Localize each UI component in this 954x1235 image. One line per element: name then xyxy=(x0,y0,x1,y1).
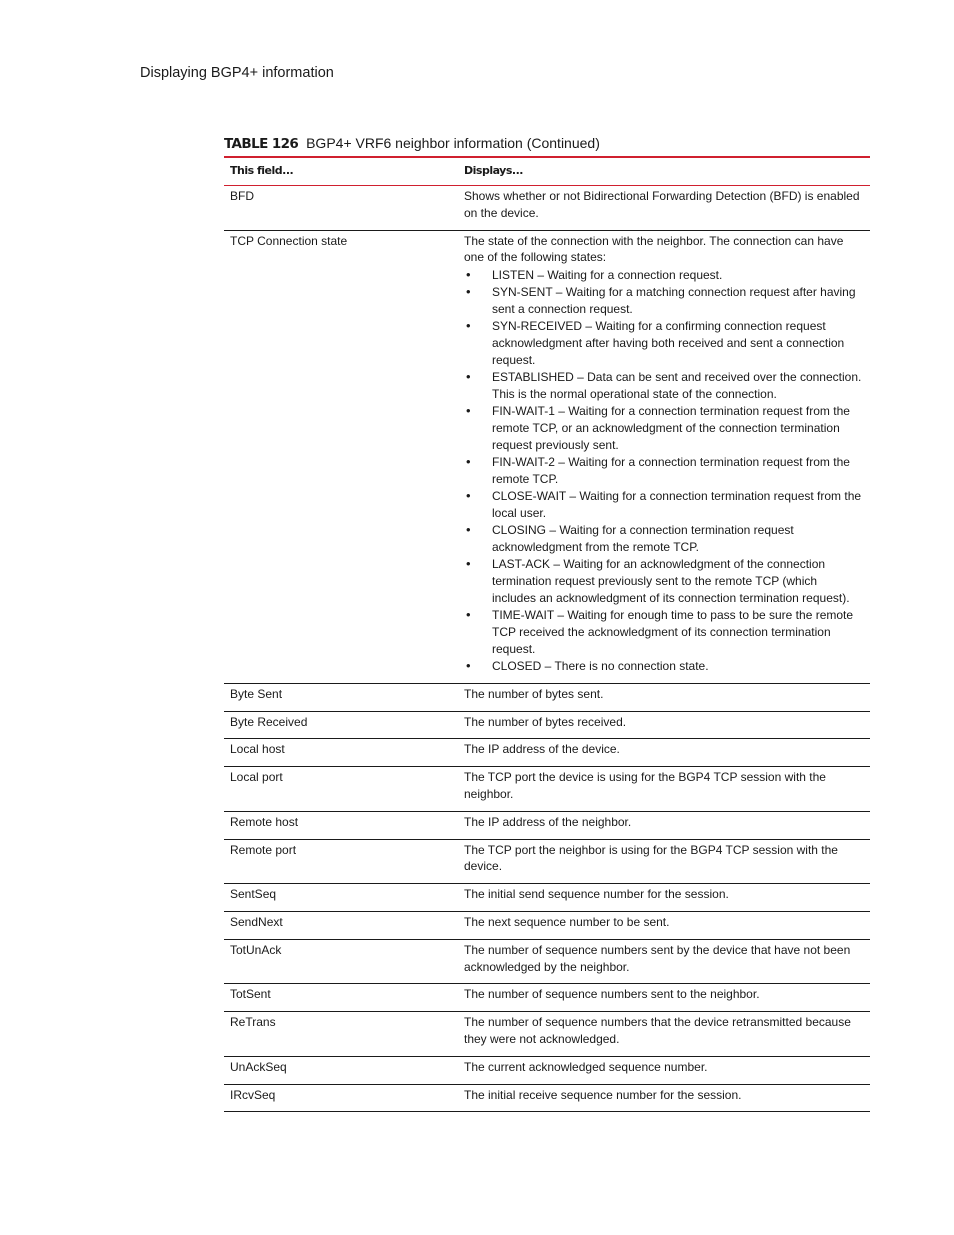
description-text: The initial receive sequence number for the session. xyxy=(464,1087,742,1102)
table-caption-label: TABLE 126 xyxy=(224,136,299,152)
field-name: SentSeq xyxy=(230,887,277,902)
table-row xyxy=(224,984,870,1012)
list-item-text: CLOSED – There is no connection state. xyxy=(492,659,709,674)
field-name: Local port xyxy=(230,770,283,785)
bullet-icon: • xyxy=(466,658,471,674)
description-text: The IP address of the device. xyxy=(464,742,620,757)
table-row xyxy=(224,912,870,940)
description-text: The number of sequence numbers sent to the neighbor. xyxy=(464,987,760,1002)
field-name: TotSent xyxy=(230,987,271,1002)
description-text: The IP address of the neighbor. xyxy=(464,814,632,829)
table-row xyxy=(224,940,870,985)
table-row xyxy=(224,1057,870,1085)
bullet-icon: • xyxy=(466,453,471,469)
description-text: The number of bytes sent. xyxy=(464,686,604,701)
field-name: Byte Received xyxy=(230,714,308,729)
field-description xyxy=(458,188,870,222)
description-text: The next sequence number to be sent. xyxy=(464,914,670,929)
description-text: The TCP port the neighbor is using for the BGP4 TCP session with the device. xyxy=(464,842,838,874)
description-text: The current acknowledged sequence number. xyxy=(464,1059,708,1074)
field-description xyxy=(458,814,870,831)
list-item xyxy=(464,284,864,318)
table-row xyxy=(224,767,870,812)
table-row xyxy=(224,1012,870,1057)
list-item xyxy=(464,522,864,556)
table-row xyxy=(224,684,870,712)
field-name: IRcvSeq xyxy=(230,1087,276,1102)
list-item xyxy=(464,658,864,675)
table-header-row xyxy=(224,158,870,186)
bullet-icon: • xyxy=(466,283,471,299)
list-item-text: FIN-WAIT-1 – Waiting for a connection termination request from the remote TCP, or an acknowledgment of the connection termination request previously sent. xyxy=(492,404,850,452)
field-name: TCP Connection state xyxy=(230,233,348,248)
field-description xyxy=(458,769,870,803)
table-caption-text: BGP4+ VRF6 neighbor information (Continued) xyxy=(306,135,600,151)
description-text: The state of the connection with the neighbor. The connection can have one of the following states: xyxy=(464,233,844,265)
table-row xyxy=(224,884,870,912)
list-item xyxy=(464,267,864,284)
description-text: Shows whether or not Bidirectional Forwarding Detection (BFD) is enabled on the device. xyxy=(464,189,860,220)
table-row xyxy=(224,739,870,767)
list-item xyxy=(464,454,864,488)
description-text: The initial send sequence number for the session. xyxy=(464,887,729,902)
field-name: TotUnAck xyxy=(230,942,282,957)
bullet-icon: • xyxy=(466,318,471,334)
running-header: Displaying BGP4+ information xyxy=(140,65,334,81)
list-item-text: LISTEN – Waiting for a connection request. xyxy=(492,267,723,282)
bullet-icon: • xyxy=(466,488,471,504)
field-description xyxy=(458,741,870,758)
bullet-icon: • xyxy=(466,556,471,572)
table-caption xyxy=(224,135,600,152)
list-item-text: SYN-SENT – Waiting for a matching connection request after having sent a connection request. xyxy=(492,284,856,316)
list-item-text: LAST-ACK – Waiting for an acknowledgment of the connection termination request previously sent to the remote TCP (which includes an acknowledgment of its connection termination request). xyxy=(492,557,850,605)
table-row xyxy=(224,1085,870,1113)
table-row xyxy=(224,840,870,885)
field-description xyxy=(458,714,870,731)
table-row xyxy=(224,812,870,840)
bullet-icon: • xyxy=(466,368,471,384)
list-item-text: SYN-RECEIVED – Waiting for a confirming connection request acknowledgment after having both received and sent a connection request. xyxy=(492,319,845,367)
field-description xyxy=(458,686,870,703)
field-description xyxy=(458,942,870,976)
field-description xyxy=(458,914,870,931)
field-description xyxy=(458,1014,870,1048)
field-name: Remote port xyxy=(230,842,297,857)
field-name: Byte Sent xyxy=(230,686,283,701)
table-row xyxy=(224,186,870,231)
field-description xyxy=(458,986,870,1003)
state-list xyxy=(464,267,864,675)
field-name: SendNext xyxy=(230,914,283,929)
bullet-icon: • xyxy=(466,522,471,538)
field-name: UnAckSeq xyxy=(230,1059,287,1074)
list-item xyxy=(464,607,864,657)
description-text: The TCP port the device is using for the BGP4 TCP session with the neighbor. xyxy=(464,770,826,801)
description-text: The number of sequence numbers that the device retransmitted because they were not acknowledged. xyxy=(464,1015,851,1046)
list-item xyxy=(464,488,864,522)
list-item xyxy=(464,403,864,453)
column-header-field: This field... xyxy=(230,164,294,177)
description-text: The number of sequence numbers sent by the device that have not been acknowledged by the neighbor. xyxy=(464,942,851,974)
bullet-icon: • xyxy=(466,403,471,419)
table-row xyxy=(224,712,870,740)
field-description xyxy=(458,1059,870,1076)
field-description xyxy=(458,233,870,675)
field-name: Local host xyxy=(230,742,285,757)
list-item-text: CLOSE-WAIT – Waiting for a connection termination request from the local user. xyxy=(492,489,862,520)
description-text: The number of bytes received. xyxy=(464,714,627,729)
field-description xyxy=(458,842,870,876)
field-name: Remote host xyxy=(230,814,299,829)
field-description xyxy=(458,1087,870,1104)
list-item xyxy=(464,369,864,403)
bullet-icon: • xyxy=(466,607,471,623)
field-description xyxy=(458,886,870,903)
column-header-displays: Displays... xyxy=(464,164,523,177)
field-name: ReTrans xyxy=(230,1015,276,1030)
table-body xyxy=(224,186,870,1112)
field-name: BFD xyxy=(230,189,254,203)
list-item-text: FIN-WAIT-2 – Waiting for a connection termination request from the remote TCP. xyxy=(492,454,850,486)
list-item xyxy=(464,556,864,606)
bullet-icon: • xyxy=(466,266,471,282)
table-row xyxy=(224,231,870,684)
list-item-text: TIME-WAIT – Waiting for enough time to pass to be sure the remote TCP received the acknowledgment of its connection termination request. xyxy=(492,608,854,656)
list-item-text: ESTABLISHED – Data can be sent and received over the connection. This is the normal operational state of the connection. xyxy=(492,369,862,401)
list-item-text: CLOSING – Waiting for a connection termination request acknowledgment from the remote TCP. xyxy=(492,523,794,554)
list-item xyxy=(464,318,864,368)
neighbor-info-table xyxy=(224,156,870,1112)
